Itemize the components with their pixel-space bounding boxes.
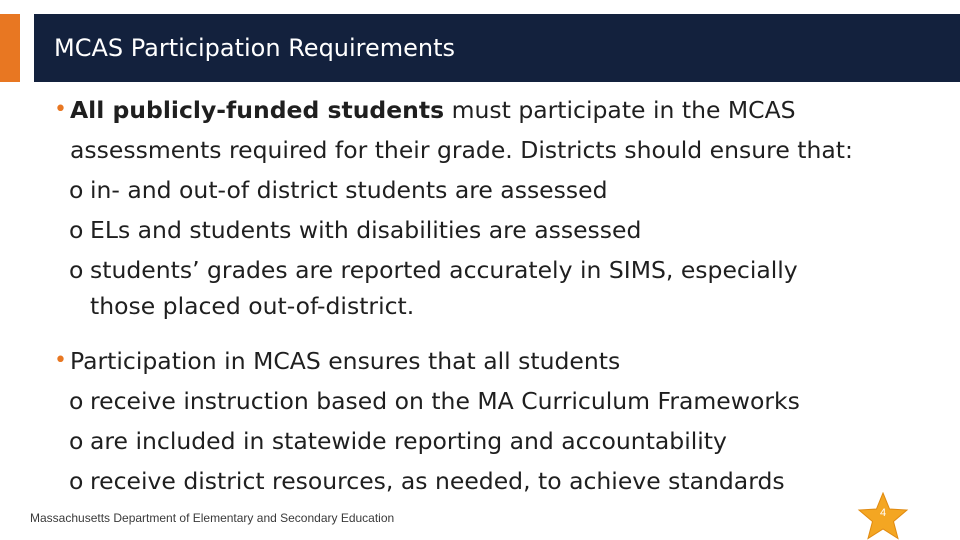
sub-bullet-1-1-text: in- and out-of district students are assessed [90,176,608,204]
sub-bullet-circle-icon: o [69,387,84,415]
sub-bullet-2-2 [50,421,940,461]
bullet-1-text: must participate in the MCAS [444,96,796,124]
bullet-1-bold-text: All publicly-funded students [70,96,445,124]
sub-bullet-2-3 [50,461,940,501]
title-bar [34,14,960,82]
sub-bullet-circle-icon: o [69,427,84,455]
slide-title: MCAS Participation Requirements [54,34,456,62]
sub-bullet-1-3-text: students’ grades are reported accurately in SIMS, especially [90,256,798,284]
sub-bullet-circle-icon: o [69,216,84,244]
bullet-2-text: Participation in MCAS ensures that all students [70,347,621,375]
footer-organization: Massachusetts Department of Elementary and Secondary Education [30,511,395,525]
sub-bullet-2-1 [50,381,940,421]
sub-bullet-2-3-text: receive district resources, as needed, to achieve standards [90,467,785,495]
page-number: 4 [879,507,887,519]
title-accent-bar [0,14,20,82]
bullet-1-text-continued: assessments required for their grade. Districts should ensure that: [70,136,853,164]
sub-bullet-2-1-text: receive instruction based on the MA Curriculum Frameworks [90,387,800,415]
sub-bullet-1-3-text-continued: those placed out-of-district. [90,292,415,320]
sub-bullet-1-1 [50,170,940,210]
sub-bullet-2-2-text: are included in statewide reporting and accountability [90,427,727,455]
bullet-dot-icon: • [54,348,67,373]
bullet-2 [50,341,940,381]
sub-bullet-circle-icon: o [69,176,84,204]
sub-bullet-1-2-text: ELs and students with disabilities are assessed [90,216,642,244]
slide-content [50,90,940,501]
sub-bullet-1-2 [50,210,940,250]
bullet-1 [50,90,940,170]
bullet-dot-icon: • [54,97,67,122]
sub-bullet-circle-icon: o [69,256,84,284]
sub-bullet-1-3 [50,250,940,323]
sub-bullet-circle-icon: o [69,467,84,495]
